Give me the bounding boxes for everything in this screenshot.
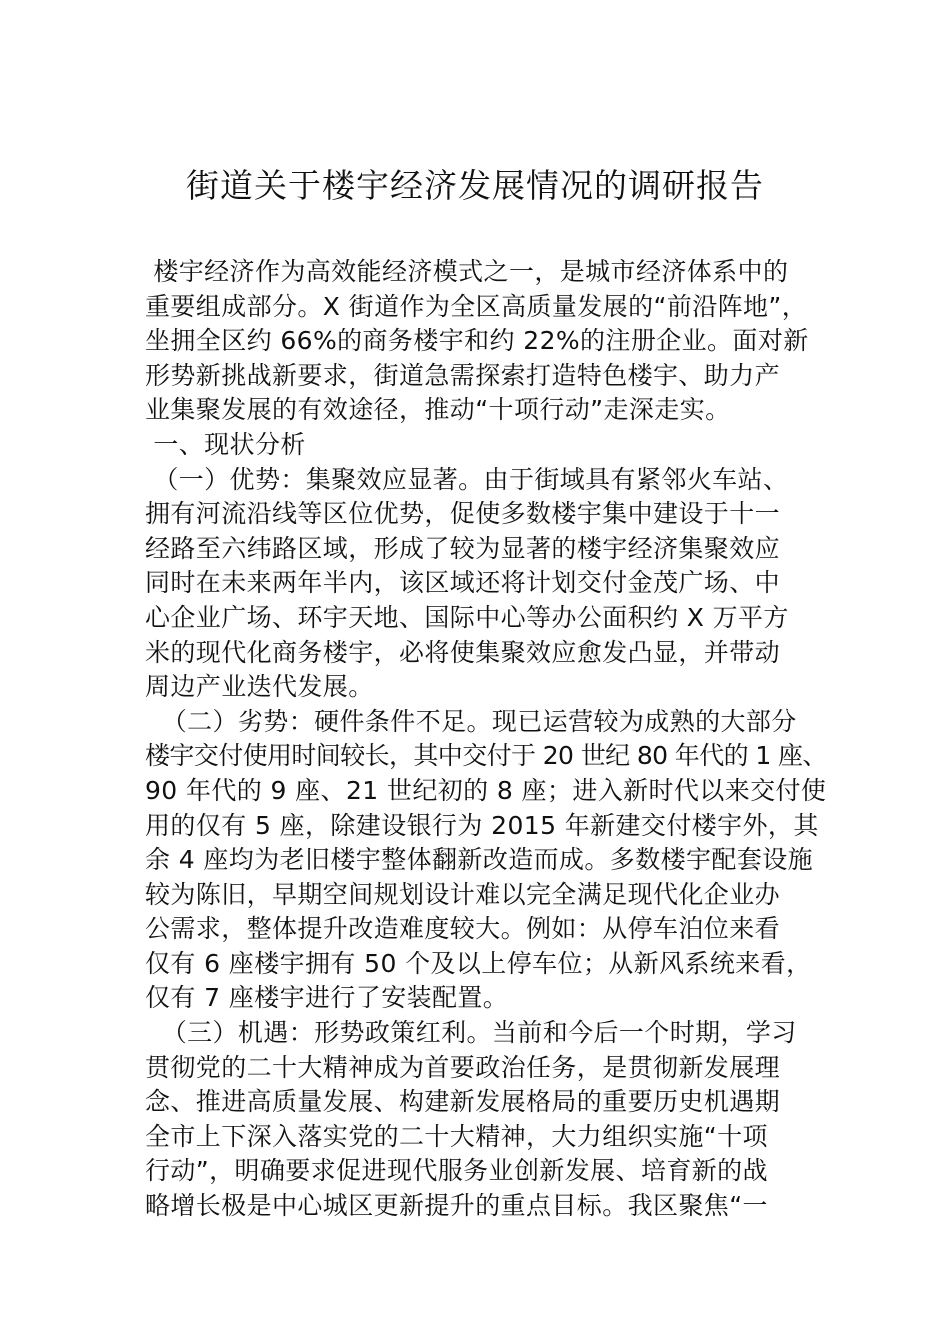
text-line: 全市上下深入落实党的二十大精神，大力组织实施“十项 (145, 1121, 768, 1151)
text-line: 念、推进高质量发展、构建新发展格局的重要历史机遇期 (145, 1087, 781, 1117)
text-line: 楼宇经济作为高效能经济模式之一，是城市经济体系中的 (145, 257, 789, 286)
document-body (145, 255, 825, 1224)
text-line: 周边产业迭代发展。 (145, 672, 374, 702)
text-line: 业集聚发展的有效途径，推动“十项行动”走深走实。 (145, 395, 731, 425)
text-line: 仅有 7 座楼宇进行了安装配置。 (145, 983, 509, 1013)
text-line: 一、现状分析 (145, 429, 306, 459)
text-line: 同时在未来两年半内，该区域还将计划交付金茂广场、中 (145, 568, 781, 598)
text-line: 行动”，明确要求促进现代服务业创新发展、培育新的战 (145, 1156, 768, 1186)
text-line: 心企业广场、环宇天地、国际中心等办公面积约 X 万平方 (145, 602, 789, 632)
text-line: 90 年代的 9 座、21 世纪初的 8 座；进入新时代以来交付使 (145, 775, 827, 805)
text-line: 余 4 座均为老旧楼宇整体翻新改造而成。多数楼宇配套设施 (145, 845, 814, 875)
text-line: 较为陈旧，早期空间规划设计难以完全满足现代化企业办 (145, 879, 781, 909)
text-line: 米的现代化商务楼宇，必将使集聚效应愈发凸显，并带动 (145, 637, 781, 667)
text-line: 经路至六纬路区域，形成了较为显著的楼宇经济集聚效应 (145, 533, 781, 563)
text-line: （二）劣势：硬件条件不足。现已运营较为成熟的大部分 (145, 706, 797, 736)
text-line: 楼宇交付使用时间较长，其中交付于 20 世纪 80 年代的 1 座、 (145, 741, 827, 771)
text-line: 仅有 6 座楼宇拥有 50 个及以上停车位；从新风系统来看， (145, 948, 812, 978)
text-line: 形势新挑战新要求，街道急需探索打造特色楼宇、助力产 (145, 360, 781, 390)
text-line: （三）机遇：形势政策红利。当前和今后一个时期，学习 (145, 1018, 797, 1048)
text-line: 贯彻党的二十大精神成为首要政治任务，是贯彻新发展理 (145, 1052, 781, 1082)
document-title: 街道关于楼宇经济发展情况的调研报告 (186, 166, 764, 205)
text-line: 重要组成部分。X 街道作为全区高质量发展的“前沿阵地”， (145, 291, 808, 321)
text-line: 用的仅有 5 座，除建设银行为 2015 年新建交付楼宇外，其 (145, 810, 819, 840)
text-line: 公需求，整体提升改造难度较大。例如：从停车泊位来看 (145, 914, 781, 944)
text-line: 拥有河流沿线等区位优势，促使多数楼宇集中建设于十一 (145, 499, 781, 529)
text-line: 坐拥全区约 66%的商务楼宇和约 22%的注册企业。面对新 (145, 326, 809, 356)
text-line: 略增长极是中心城区更新提升的重点目标。我区聚焦“一 (145, 1191, 768, 1221)
text-line: （一）优势：集聚效应显著。由于街域具有紧邻火车站、 (145, 464, 789, 494)
